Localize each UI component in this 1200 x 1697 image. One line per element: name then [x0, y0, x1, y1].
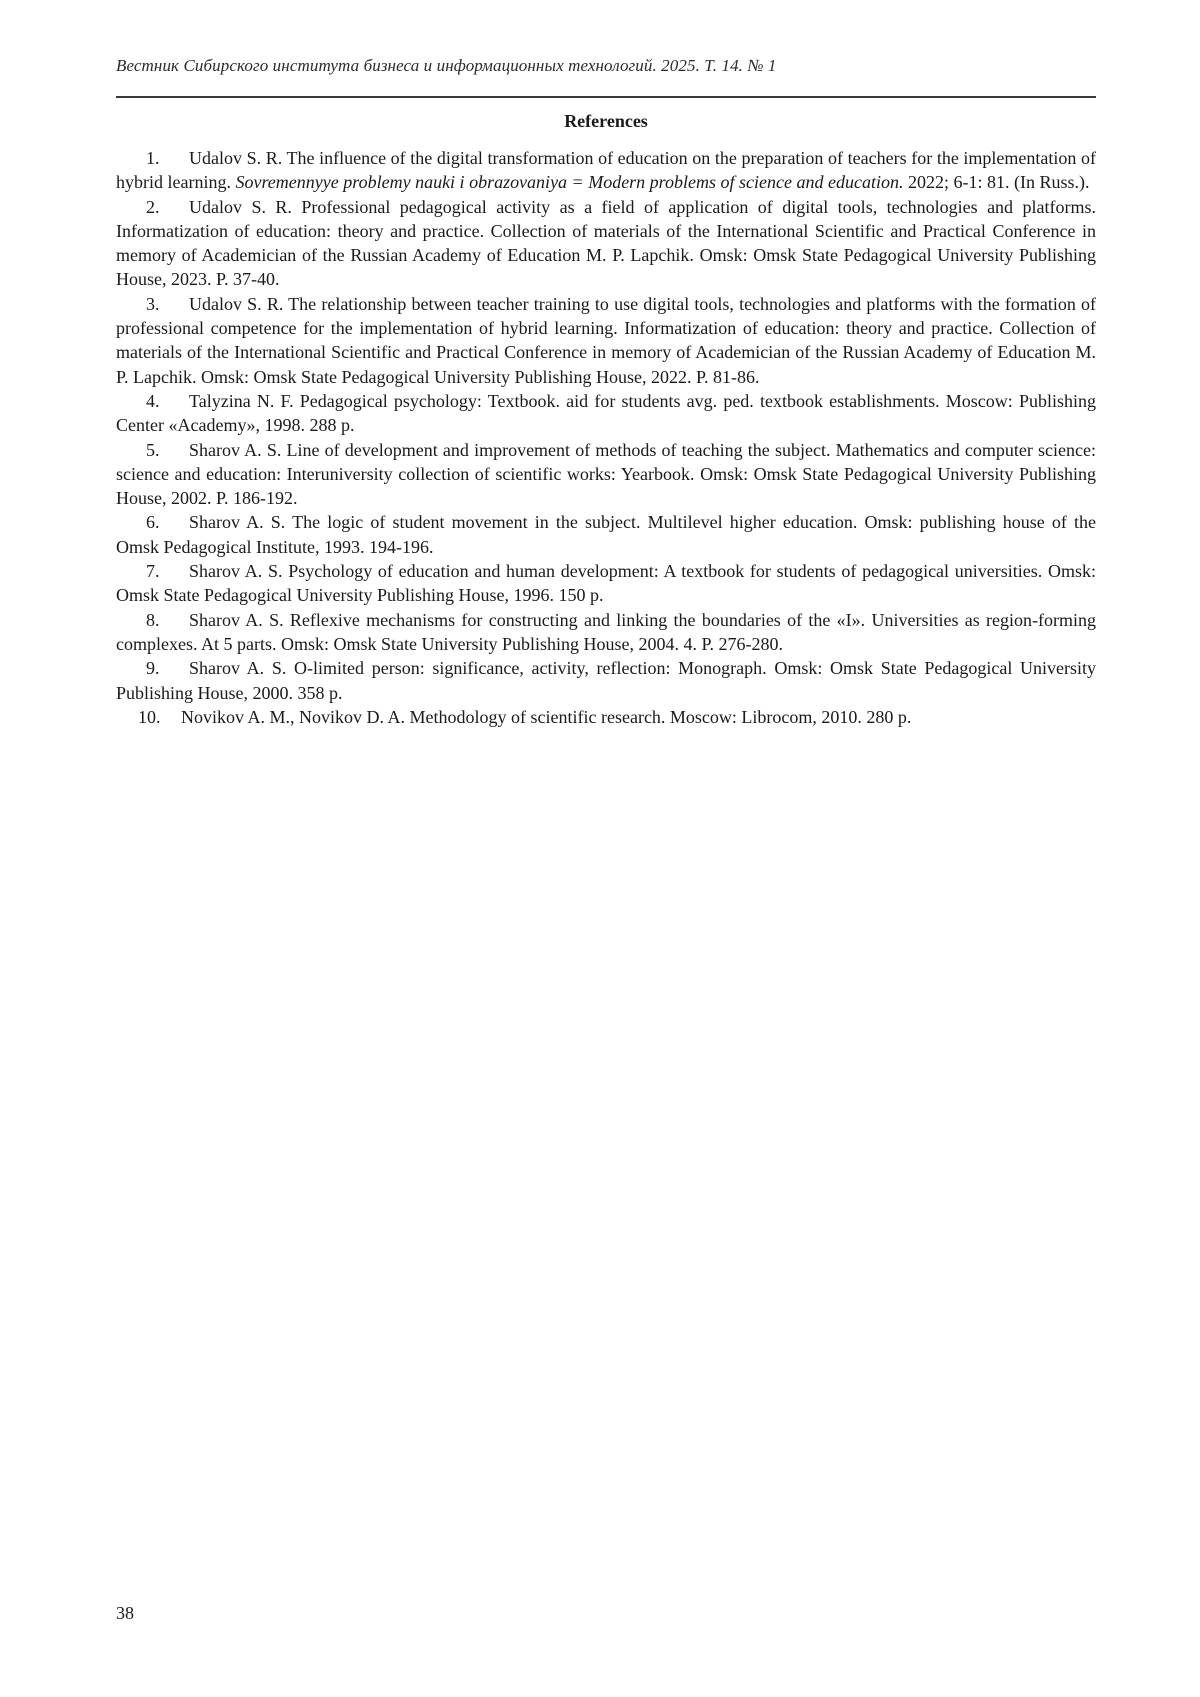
- reference-details: 2022; 6-1: 81. (In Russ.).: [903, 172, 1089, 192]
- reference-text: Udalov S. R. The influence of the digital transformation of education on the preparation of teachers for the implementation of hybrid learning.: [116, 148, 1096, 192]
- reference-number: 6.: [146, 510, 189, 534]
- reference-number: 7.: [146, 559, 189, 583]
- reference-number: 3.: [146, 292, 189, 316]
- reference-item: [116, 705, 1096, 729]
- reference-number: 9.: [146, 656, 189, 680]
- reference-item: [116, 146, 1096, 195]
- reference-text: Talyzina N. F. Pedagogical psychology: Textbook. aid for students avg. ped. textbook establishments. Moscow: Publishing Center «Academy», 1998. 288 p.: [116, 391, 1096, 435]
- reference-item: [116, 510, 1096, 559]
- reference-number: 4.: [146, 389, 189, 413]
- reference-number: 1.: [146, 146, 189, 170]
- reference-item: [116, 559, 1096, 608]
- reference-text: Sharov A. S. Reflexive mechanisms for constructing and linking the boundaries of the «I». Universities as region-forming complexes. At 5 parts. Omsk: Omsk State University Publishing House, 2004. 4. P. 276-280.: [116, 610, 1096, 654]
- reference-item: [116, 656, 1096, 705]
- reference-text: Udalov S. R. The relationship between teacher training to use digital tools, technologies and platforms with the formation of professional competence for the implementation of hybrid learning. Informatization of education: theory and practice. Collection of materials of the International Scientific and Practical Conference in memory of Academician of the Russian Academy of Education M. P. Lapchik. Omsk: Omsk State Pedagogical University Publishing House, 2022. P. 81-86.: [116, 294, 1096, 387]
- reference-text: Sharov A. S. Psychology of education and human development: A textbook for students of pedagogical universities. Omsk: Omsk State Pedagogical University Publishing House, 1996. 150 p.: [116, 561, 1096, 605]
- reference-item: [116, 389, 1096, 438]
- section-title: References: [116, 111, 1096, 132]
- reference-list: [116, 146, 1096, 729]
- running-header: Вестник Сибирского института бизнеса и информационных технологий. 2025. Т. 14. № 1: [116, 56, 1096, 76]
- page-number: 38: [116, 1603, 134, 1624]
- header-rule: [116, 96, 1096, 98]
- reference-item: [116, 195, 1096, 292]
- reference-item: [116, 292, 1096, 389]
- reference-text: Sharov A. S. O-limited person: significance, activity, reflection: Monograph. Omsk: Omsk State Pedagogical University Publishing House, 2000. 358 p.: [116, 658, 1096, 702]
- reference-text: Sharov A. S. The logic of student movement in the subject. Multilevel higher education. Omsk: publishing house of the Omsk Pedagogical Institute, 1993. 194-196.: [116, 512, 1096, 556]
- reference-text: Sharov A. S. Line of development and improvement of methods of teaching the subject. Mathematics and computer science: science and education: Interuniversity collection of scientific works: Yearbook. Omsk: Omsk State Pedagogical University Publishing House, 2002. P. 186-192.: [116, 440, 1096, 509]
- reference-text: Udalov S. R. Professional pedagogical activity as a field of application of digital tools, technologies and platforms. Informatization of education: theory and practice. Collection of materials of the International Scientific and Practical Conference in memory of Academician of the Russian Academy of Education M. P. Lapchik. Omsk: Omsk State Pedagogical University Publishing House, 2023. P. 37-40.: [116, 197, 1096, 290]
- reference-text: Novikov A. M., Novikov D. A. Methodology of scientific research. Moscow: Librocom, 2010. 280 p.: [181, 707, 911, 727]
- reference-item: [116, 608, 1096, 657]
- reference-number: 10.: [138, 705, 181, 729]
- reference-journal: Sovremennyye problemy nauki i obrazovaniya = Modern problems of science and education.: [235, 172, 903, 192]
- reference-item: [116, 438, 1096, 511]
- reference-number: 2.: [146, 195, 189, 219]
- reference-number: 8.: [146, 608, 189, 632]
- reference-number: 5.: [146, 438, 189, 462]
